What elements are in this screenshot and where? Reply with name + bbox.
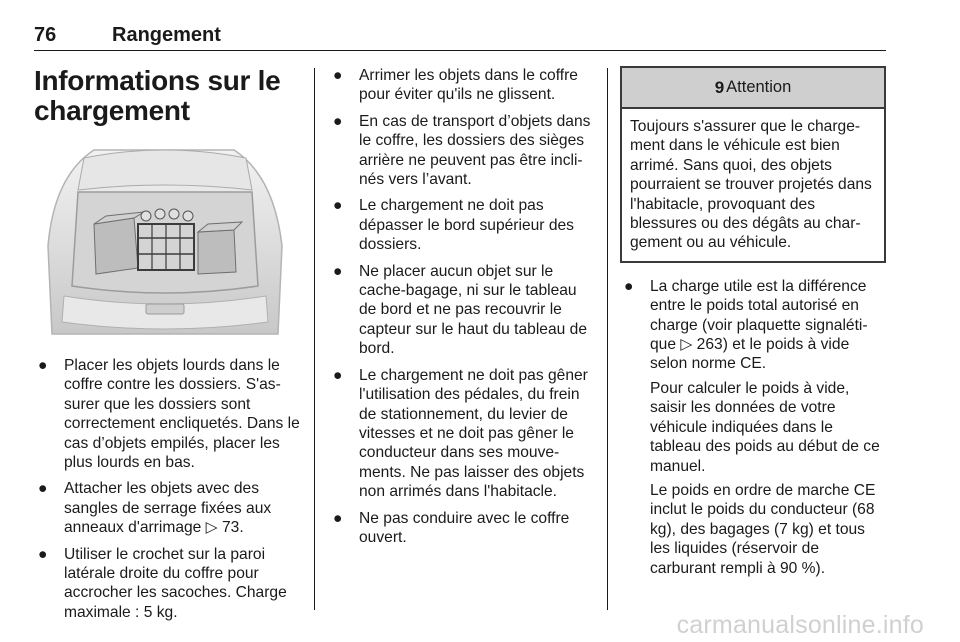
attention-text: Toujours s'assurer que le charge-ment dans le véhicule est bien arrimé. Sans quoi, des objets pourraient se trouver projetés dans l'habitacle, provoquant des blessures ou des dégâts au char-gement ou au véhicule. (630, 118, 872, 252)
list-item (620, 277, 886, 578)
list-item (329, 262, 597, 359)
bullet: ● (333, 112, 343, 130)
list-item (34, 545, 302, 623)
bullet: ● (38, 545, 48, 563)
bullet-text: La charge utile est la différence entre le poids total autorisé en charge (voir plaquette signaléti-que ▷ 263) et le poids à vide selon norme CE. (650, 277, 868, 373)
bullet: ● (333, 67, 343, 84)
bullet: ● (333, 197, 343, 215)
list-item (34, 356, 302, 472)
list-item (329, 112, 597, 190)
title-line-1: Informations sur le (34, 65, 281, 96)
bullet: ● (333, 509, 343, 527)
page-header (34, 14, 886, 52)
column-3 (620, 66, 886, 585)
bullet-text: Le chargement ne doit pas dépasser le bord supérieur des dossiers. (359, 197, 574, 254)
list-item (329, 66, 597, 105)
column-1 (34, 66, 302, 629)
col1-bullet-list (34, 356, 302, 622)
bullet: ● (333, 262, 343, 280)
bullet-text: Ne placer aucun objet sur le cache-bagage, ni sur le tableau de bord et ne pas recouvrir le capteur sur le haut du tableau de bord. (359, 262, 588, 358)
attention-title: Attention (726, 77, 792, 96)
col3-bullet-list (620, 277, 886, 578)
page-number: 76 (34, 24, 57, 46)
column-divider-1 (314, 68, 315, 610)
bullet: ● (38, 357, 48, 374)
list-item (329, 509, 597, 548)
attention-header (622, 68, 884, 109)
watermark: carmanualsonline.info (676, 611, 924, 639)
bullet-paragraph: Pour calculer le poids à vide, saisir les données de votre véhicule indiquées dans le tableau des poids au début de ce manuel. (650, 379, 880, 475)
bullet: ● (624, 277, 634, 295)
col2-bullet-list (329, 66, 597, 547)
bullet: ● (333, 366, 343, 384)
warning-icon: 9 (714, 77, 725, 97)
page-title (34, 66, 302, 126)
column-2 (329, 66, 597, 554)
car-trunk-illustration (34, 136, 296, 342)
bullet-text: Ne pas conduire avec le coffre ouvert. (359, 509, 570, 546)
attention-box (620, 66, 886, 263)
bullet-text: Utiliser le crochet sur la paroi latérale droite du coffre pour accrocher les sacoches. Charge maximale : 5 kg. (64, 545, 287, 621)
list-item (34, 479, 302, 537)
bullet-text: Le chargement ne doit pas gêner l'utilisation des pédales, du frein de stationnement, du levier de vitesses et ne doit pas gêner le conducteur dans ses mouve-ments. Ne pas laisser des objets non arrimés dans l'habitacle. (359, 366, 588, 501)
header-rule (34, 50, 886, 51)
bullet-text: Attacher les objets avec des sangles de serrage fixées aux anneaux d'arrimage ▷ 73. (64, 480, 272, 537)
list-item (329, 366, 597, 502)
section-title: Rangement (112, 24, 221, 46)
bullet-paragraph: Le poids en ordre de marche CE inclut le poids du conducteur (68 kg), des bagages (7 kg) et tous les liquides (réservoir de carburant rempli à 90 %). (650, 481, 876, 577)
column-divider-2 (607, 68, 608, 610)
bullet-text: Placer les objets lourds dans le coffre contre les dossiers. S'as-surer que les dossiers sont correctement encliquetés. Dans le cas d’objets empilés, placer les plus lourds en bas. (64, 357, 300, 472)
title-line-2: chargement (34, 95, 190, 126)
list-item (329, 196, 597, 254)
bullet-text: En cas de transport d’objets dans le coffre, les dossiers des sièges arrière ne peuvent pas être incli-nés vers l’avant. (359, 112, 591, 189)
bullet: ● (38, 480, 48, 498)
bullet-text: Arrimer les objets dans le coffre pour éviter qu'ils ne glissent. (359, 67, 578, 104)
